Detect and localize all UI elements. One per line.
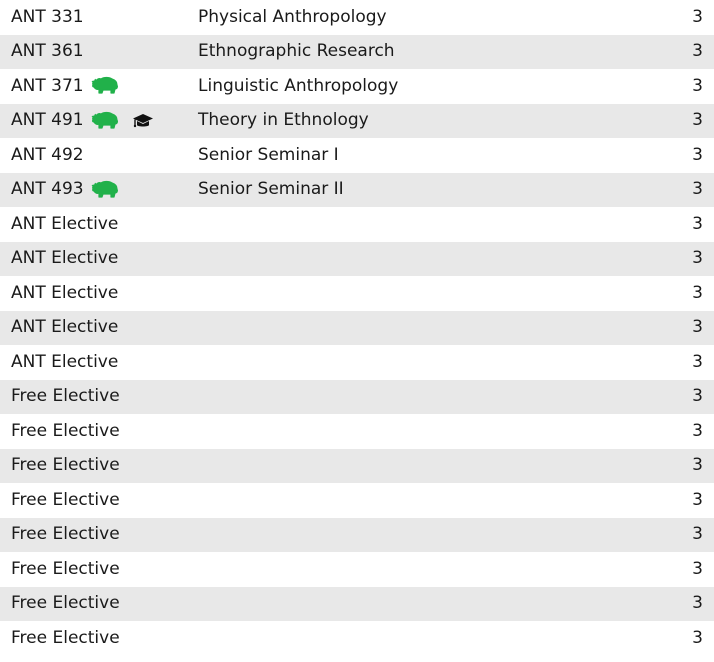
course-credits: 3 bbox=[643, 104, 714, 139]
course-code-cell bbox=[0, 242, 198, 277]
course-code-cell bbox=[0, 621, 198, 656]
course-code-cell bbox=[0, 483, 198, 518]
table-row bbox=[0, 449, 714, 484]
course-title bbox=[198, 345, 643, 380]
course-credits: 3 bbox=[643, 449, 714, 484]
course-code: ANT 492 bbox=[11, 144, 84, 165]
course-credits: 3 bbox=[643, 35, 714, 70]
course-code: ANT Elective bbox=[11, 351, 119, 372]
course-code-cell bbox=[0, 518, 198, 553]
table-row bbox=[0, 207, 714, 242]
course-code-cell bbox=[0, 449, 198, 484]
course-title: Physical Anthropology bbox=[198, 6, 387, 27]
course-credits: 3 bbox=[692, 6, 703, 27]
table-row bbox=[0, 483, 714, 518]
course-credits: 3 bbox=[643, 380, 714, 415]
course-code-cell bbox=[0, 276, 198, 311]
bison-icon bbox=[90, 180, 120, 200]
table-row bbox=[0, 276, 714, 311]
course-credits: 3 bbox=[692, 144, 703, 165]
table-row bbox=[0, 587, 714, 622]
course-code: ANT Elective bbox=[11, 213, 119, 234]
course-credits: 3 bbox=[692, 282, 703, 303]
table-row bbox=[0, 414, 714, 449]
course-code-cell bbox=[0, 207, 198, 242]
course-title bbox=[198, 518, 643, 553]
course-code: ANT 371 bbox=[11, 75, 84, 96]
course-credits: 3 bbox=[643, 173, 714, 208]
table-row bbox=[0, 35, 714, 70]
course-code-cell bbox=[0, 0, 198, 35]
course-title bbox=[198, 380, 643, 415]
graduation-cap-icon bbox=[132, 112, 154, 130]
course-credits: 3 bbox=[692, 558, 703, 579]
course-credits: 3 bbox=[692, 213, 703, 234]
course-credits: 3 bbox=[643, 311, 714, 346]
course-title bbox=[198, 587, 643, 622]
table-row bbox=[0, 380, 714, 415]
course-code-cell bbox=[0, 138, 198, 173]
course-code: Free Elective bbox=[11, 593, 120, 614]
course-title bbox=[198, 449, 643, 484]
course-credits: 3 bbox=[643, 518, 714, 553]
course-code: Free Elective bbox=[11, 524, 120, 545]
course-credits: 3 bbox=[692, 489, 703, 510]
bison-icon bbox=[90, 76, 120, 96]
table-row bbox=[0, 104, 714, 139]
course-title: Ethnographic Research bbox=[198, 35, 643, 70]
table-row bbox=[0, 518, 714, 553]
course-credits: 3 bbox=[692, 75, 703, 96]
course-code: ANT Elective bbox=[11, 282, 119, 303]
table-row bbox=[0, 621, 714, 656]
course-title bbox=[198, 414, 643, 449]
course-code-cell bbox=[0, 345, 198, 380]
course-title: Linguistic Anthropology bbox=[198, 75, 399, 96]
course-code: ANT 491 bbox=[11, 110, 84, 131]
course-title bbox=[198, 207, 643, 242]
course-code: ANT 331 bbox=[11, 6, 84, 27]
course-code: Free Elective bbox=[11, 386, 120, 407]
course-code: ANT Elective bbox=[11, 248, 119, 269]
course-code: ANT Elective bbox=[11, 317, 119, 338]
table-row bbox=[0, 552, 714, 587]
course-code-cell bbox=[0, 311, 198, 346]
course-credits: 3 bbox=[692, 420, 703, 441]
course-title: Theory in Ethnology bbox=[198, 104, 643, 139]
course-credits: 3 bbox=[692, 627, 703, 648]
bison-icon bbox=[90, 111, 120, 131]
course-code-cell bbox=[0, 380, 198, 415]
course-credits: 3 bbox=[643, 587, 714, 622]
course-title: Senior Seminar II bbox=[198, 173, 643, 208]
table-row bbox=[0, 0, 714, 35]
course-code: Free Elective bbox=[11, 627, 120, 648]
course-title bbox=[198, 483, 643, 518]
table-row bbox=[0, 173, 714, 208]
course-title bbox=[198, 276, 643, 311]
course-code-cell bbox=[0, 35, 198, 70]
course-code: Free Elective bbox=[11, 455, 120, 476]
course-code-cell bbox=[0, 104, 198, 139]
course-code: Free Elective bbox=[11, 489, 120, 510]
course-code: Free Elective bbox=[11, 420, 120, 441]
course-title bbox=[198, 621, 643, 656]
course-title bbox=[198, 242, 643, 277]
course-code: ANT 361 bbox=[11, 41, 84, 62]
course-code-cell bbox=[0, 587, 198, 622]
course-code-cell bbox=[0, 173, 198, 208]
course-code-cell bbox=[0, 552, 198, 587]
course-title bbox=[198, 552, 643, 587]
course-code: ANT 493 bbox=[11, 179, 84, 200]
table-row bbox=[0, 311, 714, 346]
table-row bbox=[0, 138, 714, 173]
course-code: Free Elective bbox=[11, 558, 120, 579]
course-credits: 3 bbox=[692, 351, 703, 372]
table-row bbox=[0, 69, 714, 104]
course-code-cell bbox=[0, 414, 198, 449]
course-credits: 3 bbox=[643, 242, 714, 277]
table-row bbox=[0, 242, 714, 277]
table-row bbox=[0, 345, 714, 380]
course-title bbox=[198, 311, 643, 346]
course-code-cell bbox=[0, 69, 198, 104]
course-title: Senior Seminar I bbox=[198, 144, 339, 165]
